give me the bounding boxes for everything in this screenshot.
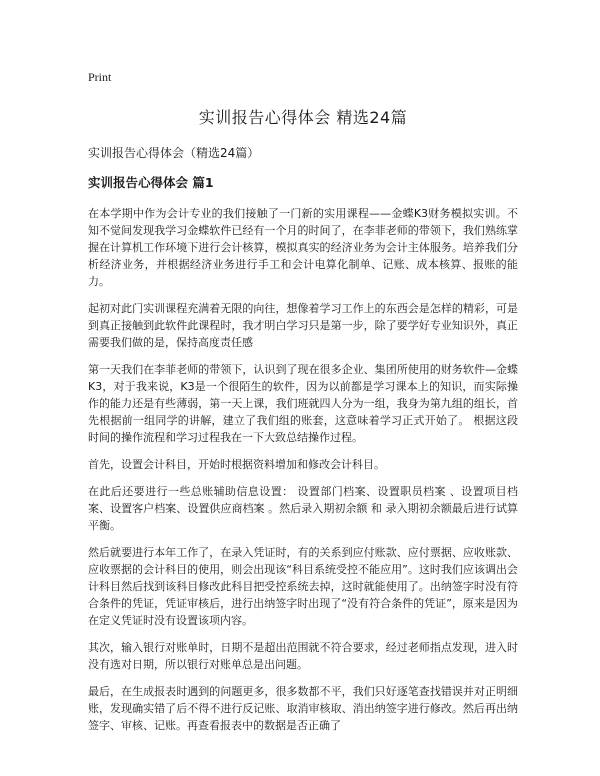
print-link[interactable]: Print [88,70,112,84]
paragraph: 最后，在生成报表时遇到的问题更多，很多数都不平，我们只好逐笔查找错误并对正明细账，发现确实错了后不得不进行反记账、取消审核取、消出纳签字进行修改。然后再出纳签字、审核、记账。再查看报表中的数据是否正确了 [88,685,518,732]
document-subtitle: 实训报告心得体会（精选24篇） [88,146,260,160]
document-page [88,70,518,744]
paragraph: 然后就要进行本年工作了，在录入凭证时，有的关系到应付账款、应付票据、应收账款、应收票据的会计科目的使用，则会出现该“科目系统受控不能应用”。这时我们应该调出会计科目然后找到该科目修改此科目把受控系统去掉，这时就能使用了。出纳签字时没有符合条件的凭证，凭证审核后，进行出纳签字时出现了“没有符合条件的凭证”，原来是因为在定义凭证时没有设置该项内容。 [88,546,518,627]
section-heading: 实训报告心得体会 篇1 [88,175,214,190]
paragraph: 在本学期中作为会计专业的我们接触了一门新的实用课程——金蝶K3财务模拟实训。不知不觉间发现我学习金蝶软件已经有一个月的时间了，在李菲老师的带领下，我们熟练掌握在计算机工作环境下进行会计核算，模拟真实的经济业务为会计主体服务。培养我们分析经济业务，并根据经济业务进行手工和会计电算化制单、记账、成本核算、报账的能力。 [88,207,518,288]
paragraph: 首先，设置会计科目，开始时根据资料增加和修改会计科目。 [88,458,385,471]
paragraph: 起初对此门实训课程充满着无限的向往，想像着学习工作上的东西会是怎样的精彩，可是到真正接触到此软件此课程时，我才明白学习只是第一步，除了要学好专业知识外，真正需要我们做的是，保持高度责任感 [88,302,518,349]
paragraph: 第一天我们在李菲老师的带领下，认识到了现在很多企业、集团所使用的财务软件—金蝶K3，对于我来说，K3是一个很陌生的软件，因为以前都是学习课本上的知识，而实际操作的能力还是有些薄弱，第一天上课，我们班就四人分为一组，我身为第九组的组长，首先根据前一组同学的讲解，建立了我们组的账套，这意味着学习正式开始了。 根据这段时间的操作流程和学习过程我在一下大致总结操作过程。 [88,363,518,444]
page-title: 实训报告心得体会 精选24篇 [198,108,408,127]
paragraph: 其次，输入银行对账单时，日期不是超出范围就不符合要求，经过老师指点发现，进入时没有选对日期，所以银行对账单总是出问题。 [88,641,518,671]
paragraph: 在此后还要进行一些总账辅助信息设置： 设置部门档案、设置职员档案 、设置项目档案、设置客户档案、设置供应商档案 。然后录入期初余额 和 录入期初余额最后进行试算平衡。 [88,485,518,532]
